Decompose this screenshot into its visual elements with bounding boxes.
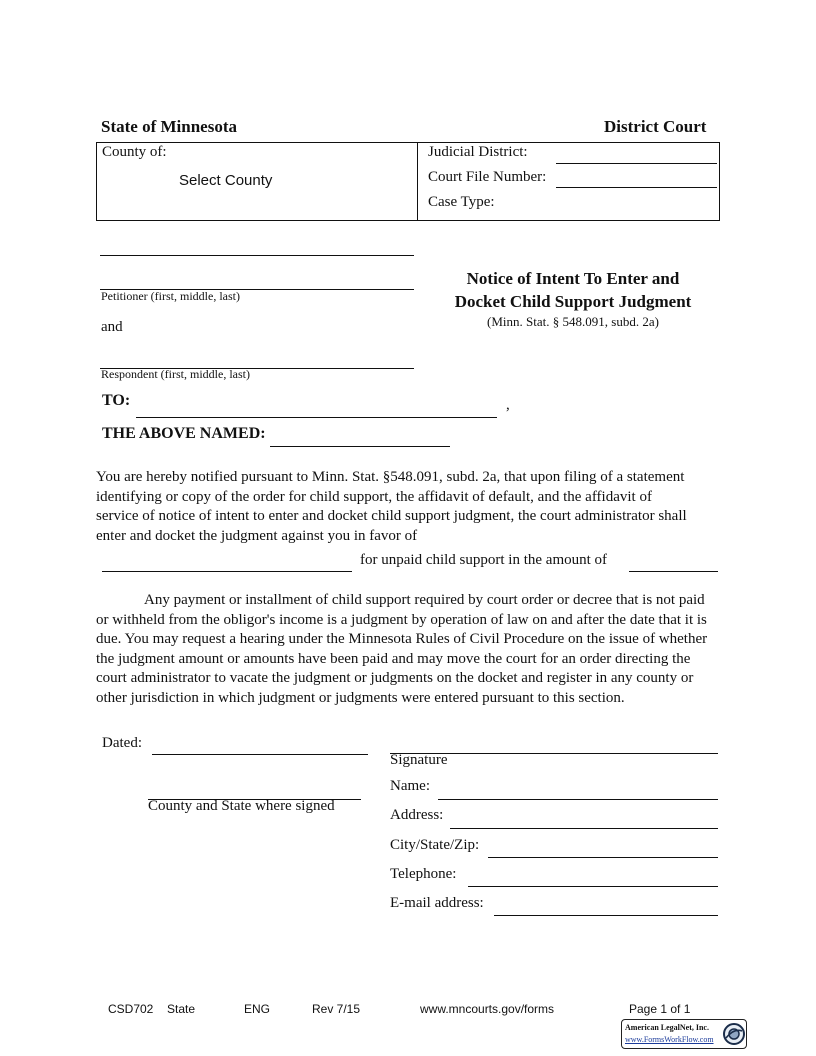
address-label: Address: [390, 807, 444, 823]
amount-field[interactable] [629, 571, 718, 572]
respondent-label: Respondent (first, middle, last) [101, 367, 250, 381]
above-named-label: THE ABOVE NAMED: [102, 425, 266, 442]
telephone-label: Telephone: [390, 866, 457, 882]
dated-field[interactable] [152, 754, 368, 755]
email-label: E-mail address: [390, 895, 484, 911]
county-label: County of: [102, 144, 167, 160]
court-title: District Court [604, 117, 707, 136]
judicial-district-label: Judicial District: [428, 144, 528, 160]
payment-paragraph: Any payment or installment of child support required by court order or decree that is not paid or withheld from the obligor's income is a judgment by operation of law on and after the date that it is due. You may request a hearing under the Minnesota Rules of Civil Procedure on the issue of whether the judgment amount or amounts have been paid and may move the court for an order directing the court administrator to vacate the judgment or judgments on the docket and register in any county or other jurisdiction in which judgment or judgments were entered pursuant to this section. [96, 592, 708, 706]
court-file-number-label: Court File Number: [428, 169, 547, 185]
logo-company: American LegalNet, Inc. [625, 1023, 709, 1032]
to-label: TO: [102, 392, 131, 409]
unpaid-support-label: for unpaid child support in the amount of [360, 552, 608, 568]
county-select[interactable]: Select County [179, 172, 273, 189]
form-title-line1: Notice of Intent To Enter and [466, 269, 680, 288]
address-field[interactable] [450, 828, 718, 829]
petitioner-label: Petitioner (first, middle, last) [101, 289, 240, 303]
footer-revision: Rev 7/15 [312, 1002, 361, 1016]
to-comma: , [506, 397, 510, 413]
form-citation: (Minn. Stat. § 548.091, subd. 2a) [487, 314, 659, 329]
signature-label: Signature [390, 752, 448, 768]
footer-category: State [167, 1002, 196, 1016]
footer-language: ENG [244, 1002, 271, 1016]
dated-label: Dated: [102, 735, 142, 751]
footer-form-code: CSD702 [108, 1002, 154, 1016]
email-field[interactable] [494, 915, 718, 916]
notice-paragraph: You are hereby notified pursuant to Minn. Stat. §548.091, subd. 2a, that upon filing of a statement identifying or copy of the order for child support, the affidavit of default, and the affidavit of service of notice of intent to enter and docket child support judgment, the court administrator shall enter and docket the judgment against you in favor of [96, 469, 687, 544]
county-state-label: County and State where signed [148, 798, 335, 814]
name-label: Name: [390, 778, 430, 794]
footer-website[interactable]: www.mncourts.gov/forms [420, 1002, 555, 1016]
name-field[interactable] [438, 799, 718, 800]
court-file-number-field[interactable] [556, 187, 717, 188]
in-favor-of-field[interactable] [102, 571, 352, 572]
globe-icon [722, 1022, 746, 1046]
petitioner-field-top[interactable] [100, 255, 414, 256]
state-title: State of Minnesota [101, 117, 237, 136]
to-field[interactable] [136, 417, 497, 418]
form-title-line2: Docket Child Support Judgment [454, 292, 692, 311]
telephone-field[interactable] [468, 886, 718, 887]
above-named-field[interactable] [270, 446, 450, 447]
city-state-zip-label: City/State/Zip: [390, 837, 480, 853]
legalnet-logo [621, 1019, 747, 1049]
footer-page: Page 1 of 1 [629, 1002, 691, 1016]
judicial-district-field[interactable] [556, 163, 717, 164]
and-label: and [101, 319, 123, 335]
logo-url[interactable]: www.FormsWorkFlow.com [625, 1035, 714, 1044]
case-type-label: Case Type: [428, 194, 495, 210]
caption-box [96, 142, 720, 221]
caption-divider [417, 143, 418, 220]
city-state-zip-field[interactable] [488, 857, 718, 858]
